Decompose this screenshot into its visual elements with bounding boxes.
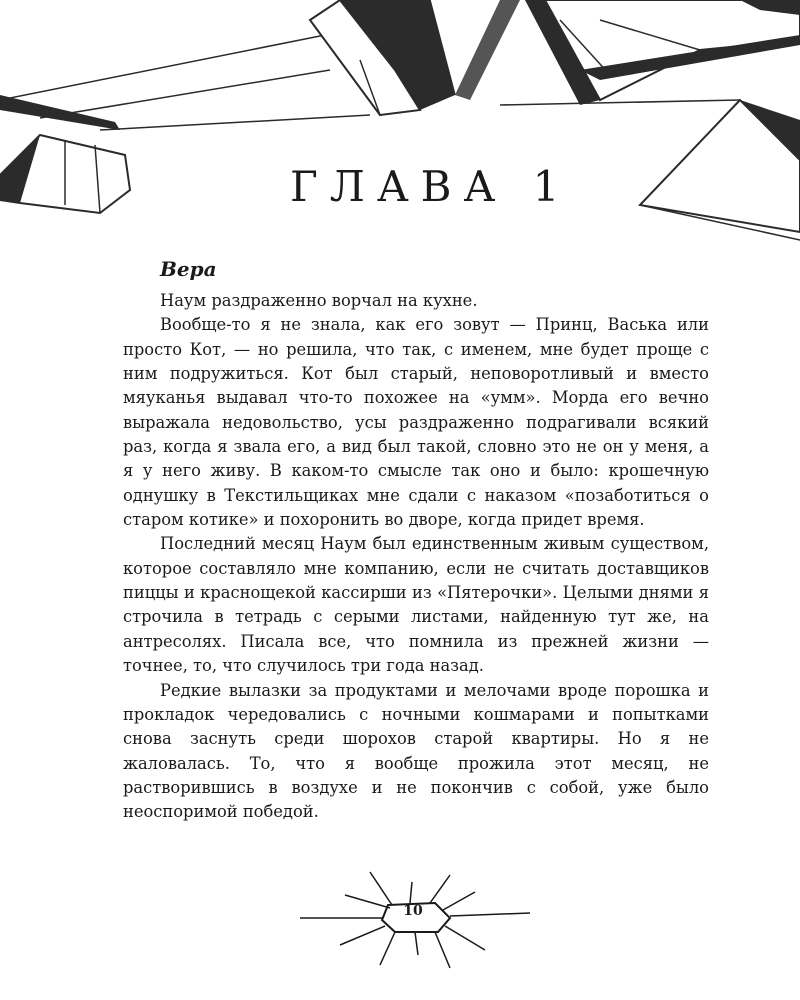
shard-line [500, 100, 740, 105]
shard-line [100, 115, 370, 130]
crack-ray [380, 932, 395, 965]
crack-ray [445, 926, 485, 950]
chapter-body [123, 255, 709, 825]
crack-ray [415, 932, 418, 955]
shard-left-dark [0, 95, 120, 130]
cracked-glass-icon [300, 870, 530, 970]
paragraph: Наум раздраженно ворчал на кухне. [160, 291, 478, 310]
chapter-title: ГЛАВА 1 [290, 162, 572, 211]
shard-line [40, 70, 330, 118]
crack-ray [345, 895, 390, 908]
crack-ray [370, 872, 392, 905]
crack-ray [340, 926, 385, 945]
paragraph: Редкие вылазки за продуктами и мелочами вроде порошка и прокладок чередовались с ночными кошмарами и попытками снова заснуть среди шорохов старой квартиры. Но я не жаловалась. То, что я вообще прожила этот месяц, не растворившись в воздухе и не покончив с собой, уже было неоспоримой победой. [123, 680, 709, 822]
crack-ray [435, 932, 450, 968]
crack-ray [450, 913, 530, 916]
paragraph: Вообще-то я не знала, как его зовут — Принц, Васька или просто Кот, — но решила, что так, с именем, мне будет проще с ним подружиться. Кот был старый, неповоротливый и вместо мяуканья выдавал что-то похожее на «умм». Морда его вечно выражала недовольство, усы раздраженно подрагивали всякий раз, когда я звала его, а вид был такой, словно это не он у меня, а я у него живу. В каком-то смысле так оно и было: крошечную однушку в Текстильщиках мне сдали с наказом «позаботиться о старом котике» и похоронить во дворе, когда придет время. [123, 315, 709, 530]
crack-ray [430, 875, 450, 903]
page-number: 10 [403, 903, 423, 919]
crack-ray [410, 882, 412, 903]
paragraph: Последний месяц Наум был единственным живым существом, которое составляло мне компанию, если не считать доставщиков пиццы и краснощекой кассирши из «Пятерочки». Целыми днями я строчила в тетрадь с серыми листами, найденную тут же, на антресолях. Писала все, что помнила из прежней жизни — точнее, то, что случилось три года назад. [123, 534, 709, 676]
crack-ray [443, 892, 475, 910]
header-ornament [0, 0, 800, 250]
shard-center-gray [455, 0, 520, 100]
section-heading: Вера [160, 257, 217, 281]
